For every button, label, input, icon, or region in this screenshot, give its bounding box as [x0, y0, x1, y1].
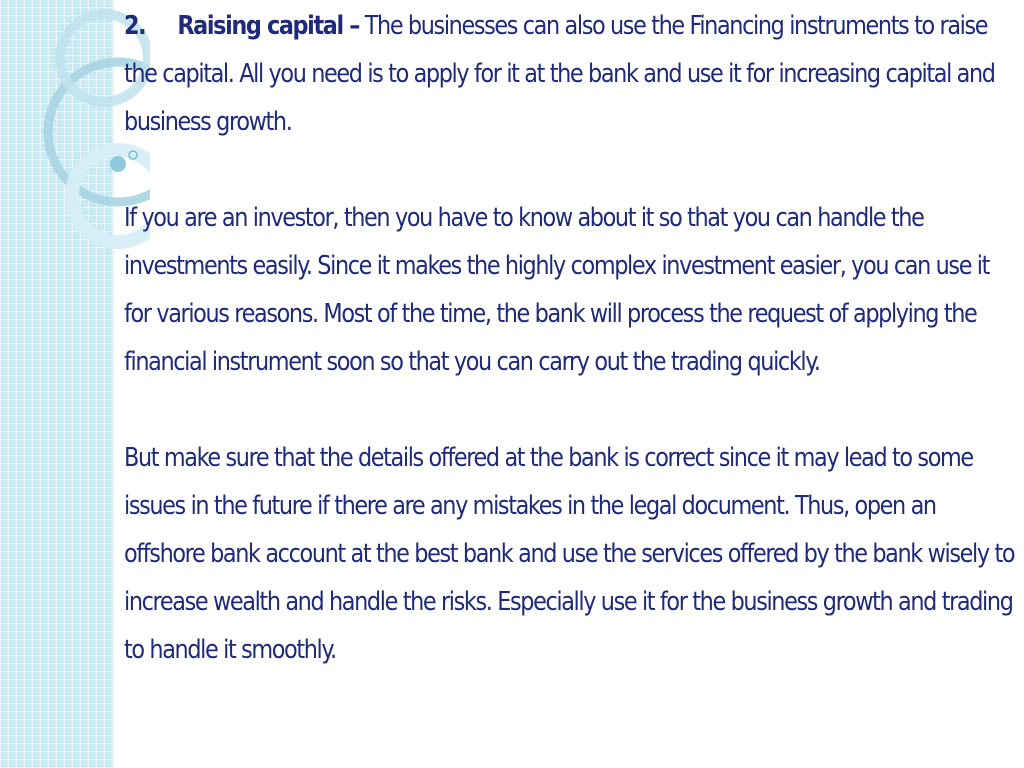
item-text: The businesses can also use the Financing instruments to raise the capital. All you need is to apply for it at the bank and use it for increasing capital and business growth. — [124, 11, 995, 137]
numbered-item — [124, 2, 1018, 146]
paragraph-investor: If you are an investor, then you have to know about it so that you can handle the investments easily. Since it makes the highly complex investment easier, you can use it for various reasons. Most of the time, the bank will process the request of applying the financial instrument soon so that you can carry out the trading quickly. — [124, 203, 990, 377]
item-number: 2. — [124, 11, 146, 41]
paragraph-caution: But make sure that the details offered at the bank is correct since it may lead to some issues in the future if there are any mistakes in the legal document. Thus, open an offshore bank account at the best bank and use the services offered by the bank wisely to increase wealth and handle the risks. Especially use it for the business growth and trading to handle it smoothly. — [124, 443, 1015, 665]
slide-content — [124, 2, 1018, 674]
item-term: Raising capital – — [177, 11, 360, 41]
